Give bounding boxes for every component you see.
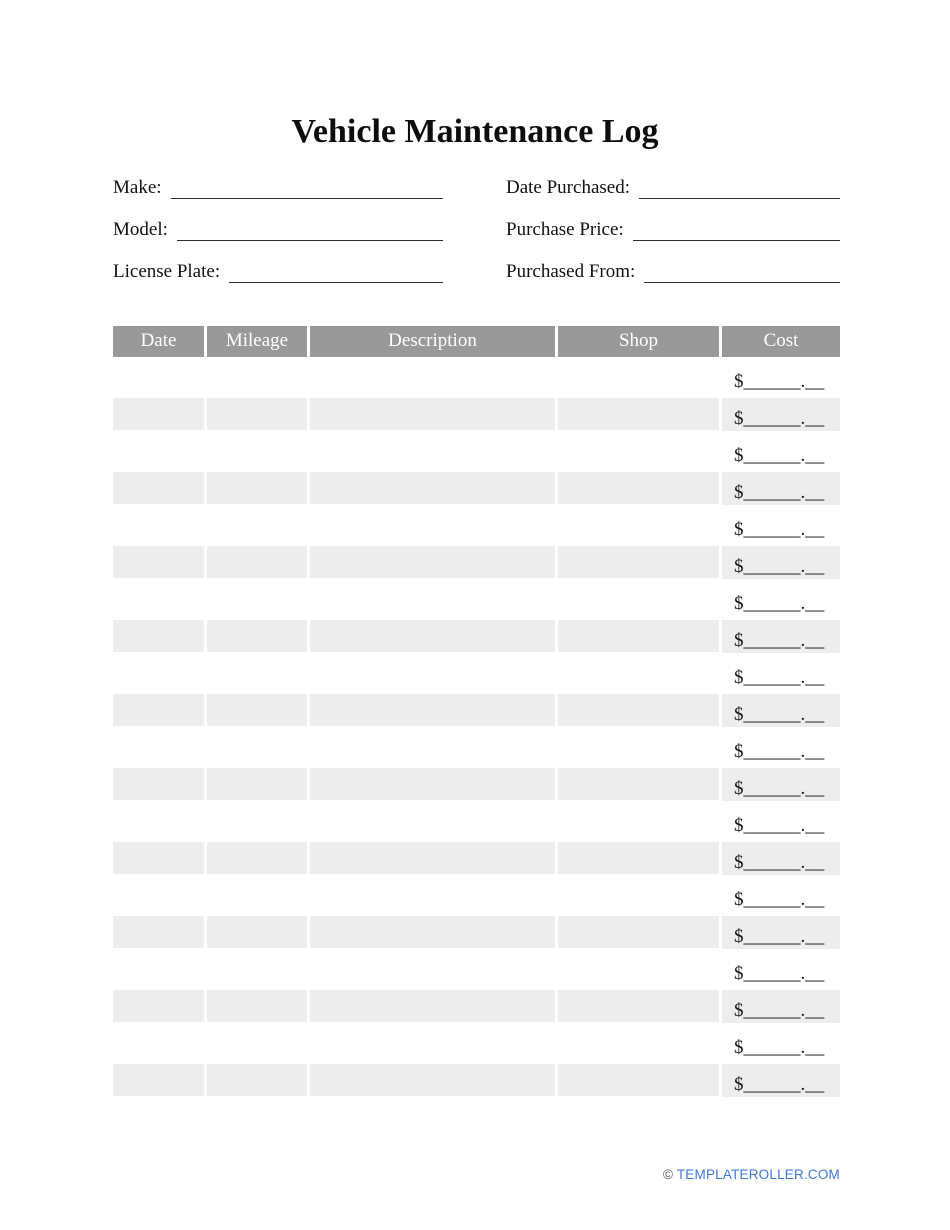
log-cell-mileage [207, 768, 307, 800]
table-row [113, 879, 840, 912]
log-cell-shop [558, 620, 719, 652]
log-cell-mileage [207, 1064, 307, 1096]
log-cell-cost: $______.__ [722, 990, 840, 1023]
log-cell-description [310, 509, 555, 541]
log-cell-cost: $______.__ [734, 740, 825, 762]
table-row [113, 842, 840, 875]
make-label: Make: [113, 176, 162, 198]
table-row [113, 953, 840, 986]
header-mileage: Mileage [207, 326, 307, 357]
log-cell-date [113, 879, 204, 911]
log-cell-mileage [207, 657, 307, 689]
table-row [113, 657, 840, 690]
table-row [113, 805, 840, 838]
log-cell-date [113, 731, 204, 763]
log-cell-shop [558, 842, 719, 874]
date-purchased-blank-line [639, 193, 840, 199]
log-cell-description [310, 1064, 555, 1096]
log-cell-mileage [207, 361, 307, 393]
log-cell-shop [558, 731, 719, 763]
table-row [113, 361, 840, 394]
log-cell-shop [558, 1064, 719, 1096]
log-cell-shop [558, 768, 719, 800]
log-cell-date [113, 657, 204, 689]
log-cell-date [113, 768, 204, 800]
model-blank-line [177, 235, 443, 241]
log-cell-mileage [207, 953, 307, 985]
log-cell-date [113, 1064, 204, 1096]
log-cell-shop [558, 916, 719, 948]
log-cell-shop [558, 435, 719, 467]
form-field-purchase-price [506, 199, 840, 241]
log-cell-description [310, 620, 555, 652]
log-cell-cost: $______.__ [734, 444, 825, 466]
log-cell-description [310, 657, 555, 689]
vehicle-info-form [113, 157, 840, 283]
log-cell-mileage [207, 731, 307, 763]
purchased-from-blank-line [644, 277, 840, 283]
license-plate-label: License Plate: [113, 260, 221, 282]
log-cell-shop [558, 990, 719, 1022]
form-field-date-purchased [506, 157, 840, 199]
log-cell-description [310, 842, 555, 874]
table-row [113, 435, 840, 468]
log-cell-mileage [207, 435, 307, 467]
log-cell-description [310, 694, 555, 726]
log-cell-date [113, 842, 204, 874]
purchase-price-label: Purchase Price: [506, 218, 624, 240]
log-cell-mileage [207, 990, 307, 1022]
header-cost: Cost [722, 326, 840, 357]
log-cell-description [310, 1027, 555, 1059]
log-cell-shop [558, 953, 719, 985]
log-cell-date [113, 953, 204, 985]
document-content [113, 157, 840, 1182]
log-cell-description [310, 398, 555, 430]
table-row [113, 990, 840, 1023]
table-row [113, 398, 840, 431]
log-cell-description [310, 361, 555, 393]
log-cell-date [113, 916, 204, 948]
log-cell-mileage [207, 805, 307, 837]
form-field-license-plate [113, 241, 443, 283]
log-cell-mileage [207, 583, 307, 615]
log-cell-description [310, 583, 555, 615]
model-label: Model: [113, 218, 168, 240]
log-cell-shop [558, 657, 719, 689]
log-cell-shop [558, 1027, 719, 1059]
table-row [113, 1064, 840, 1097]
log-cell-mileage [207, 620, 307, 652]
log-cell-mileage [207, 546, 307, 578]
table-row [113, 472, 840, 505]
log-cell-cost: $______.__ [734, 888, 825, 910]
log-cell-cost: $______.__ [722, 694, 840, 727]
table-row [113, 583, 840, 616]
table-row [113, 546, 840, 579]
log-cell-shop [558, 361, 719, 393]
table-row [113, 768, 840, 801]
log-cell-shop [558, 398, 719, 430]
log-cell-description [310, 990, 555, 1022]
table-row [113, 620, 840, 653]
log-cell-cost: $______.__ [722, 842, 840, 875]
log-cell-description [310, 916, 555, 948]
log-cell-mileage [207, 842, 307, 874]
table-row [113, 916, 840, 949]
license-plate-blank-line [229, 277, 443, 283]
purchase-price-blank-line [633, 235, 840, 241]
form-column-left [113, 157, 443, 283]
templateroller-link[interactable]: TEMPLATEROLLER.COM [676, 1166, 840, 1182]
log-cell-date [113, 472, 204, 504]
log-cell-mileage [207, 398, 307, 430]
log-cell-cost: $______.__ [734, 962, 825, 984]
log-cell-description [310, 805, 555, 837]
header-shop: Shop [558, 326, 719, 357]
log-cell-cost: $______.__ [734, 370, 825, 392]
log-cell-date [113, 546, 204, 578]
log-cell-date [113, 1027, 204, 1059]
log-cell-date [113, 361, 204, 393]
log-cell-shop [558, 805, 719, 837]
maintenance-log-table [113, 326, 840, 1097]
table-row [113, 731, 840, 764]
log-cell-cost: $______.__ [722, 472, 840, 505]
table-row [113, 1027, 840, 1060]
log-cell-date [113, 435, 204, 467]
log-cell-description [310, 731, 555, 763]
page-title: Vehicle Maintenance Log [291, 113, 659, 150]
make-blank-line [171, 193, 443, 199]
form-field-model [113, 199, 443, 241]
log-cell-description [310, 546, 555, 578]
log-cell-date [113, 620, 204, 652]
header-date: Date [113, 326, 204, 357]
footer [113, 1167, 840, 1182]
log-cell-cost: $______.__ [734, 518, 825, 540]
log-cell-shop [558, 879, 719, 911]
log-cell-shop [558, 694, 719, 726]
log-cell-description [310, 435, 555, 467]
log-cell-cost: $______.__ [734, 666, 825, 688]
log-cell-date [113, 583, 204, 615]
log-cell-mileage [207, 509, 307, 541]
log-cell-cost: $______.__ [722, 1064, 840, 1097]
log-cell-description [310, 768, 555, 800]
log-cell-date [113, 694, 204, 726]
log-cell-mileage [207, 1027, 307, 1059]
date-purchased-label: Date Purchased: [506, 176, 630, 198]
log-cell-cost: $______.__ [734, 1036, 825, 1058]
log-cell-shop [558, 509, 719, 541]
form-field-purchased-from [506, 241, 840, 283]
log-cell-shop [558, 472, 719, 504]
log-cell-mileage [207, 472, 307, 504]
log-cell-cost: $______.__ [722, 398, 840, 431]
log-cell-description [310, 472, 555, 504]
log-cell-cost: $______.__ [722, 768, 840, 801]
table-row [113, 509, 840, 542]
log-cell-cost: $______.__ [734, 814, 825, 836]
log-cell-shop [558, 546, 719, 578]
log-cell-date [113, 805, 204, 837]
log-cell-description [310, 879, 555, 911]
log-cell-cost: $______.__ [722, 620, 840, 653]
form-column-right [506, 157, 840, 283]
form-field-make [113, 157, 443, 199]
purchased-from-label: Purchased From: [506, 260, 636, 282]
log-cell-mileage [207, 879, 307, 911]
log-cell-cost: $______.__ [722, 916, 840, 949]
log-cell-date [113, 509, 204, 541]
log-cell-mileage [207, 916, 307, 948]
log-cell-date [113, 398, 204, 430]
copyright-symbol: © [662, 1166, 674, 1182]
table-header-row [113, 326, 840, 357]
header-description: Description [310, 326, 555, 357]
table-row [113, 694, 840, 727]
log-cell-cost: $______.__ [734, 592, 825, 614]
log-cell-description [310, 953, 555, 985]
log-cell-mileage [207, 694, 307, 726]
log-cell-cost: $______.__ [722, 546, 840, 579]
log-cell-shop [558, 583, 719, 615]
log-cell-date [113, 990, 204, 1022]
